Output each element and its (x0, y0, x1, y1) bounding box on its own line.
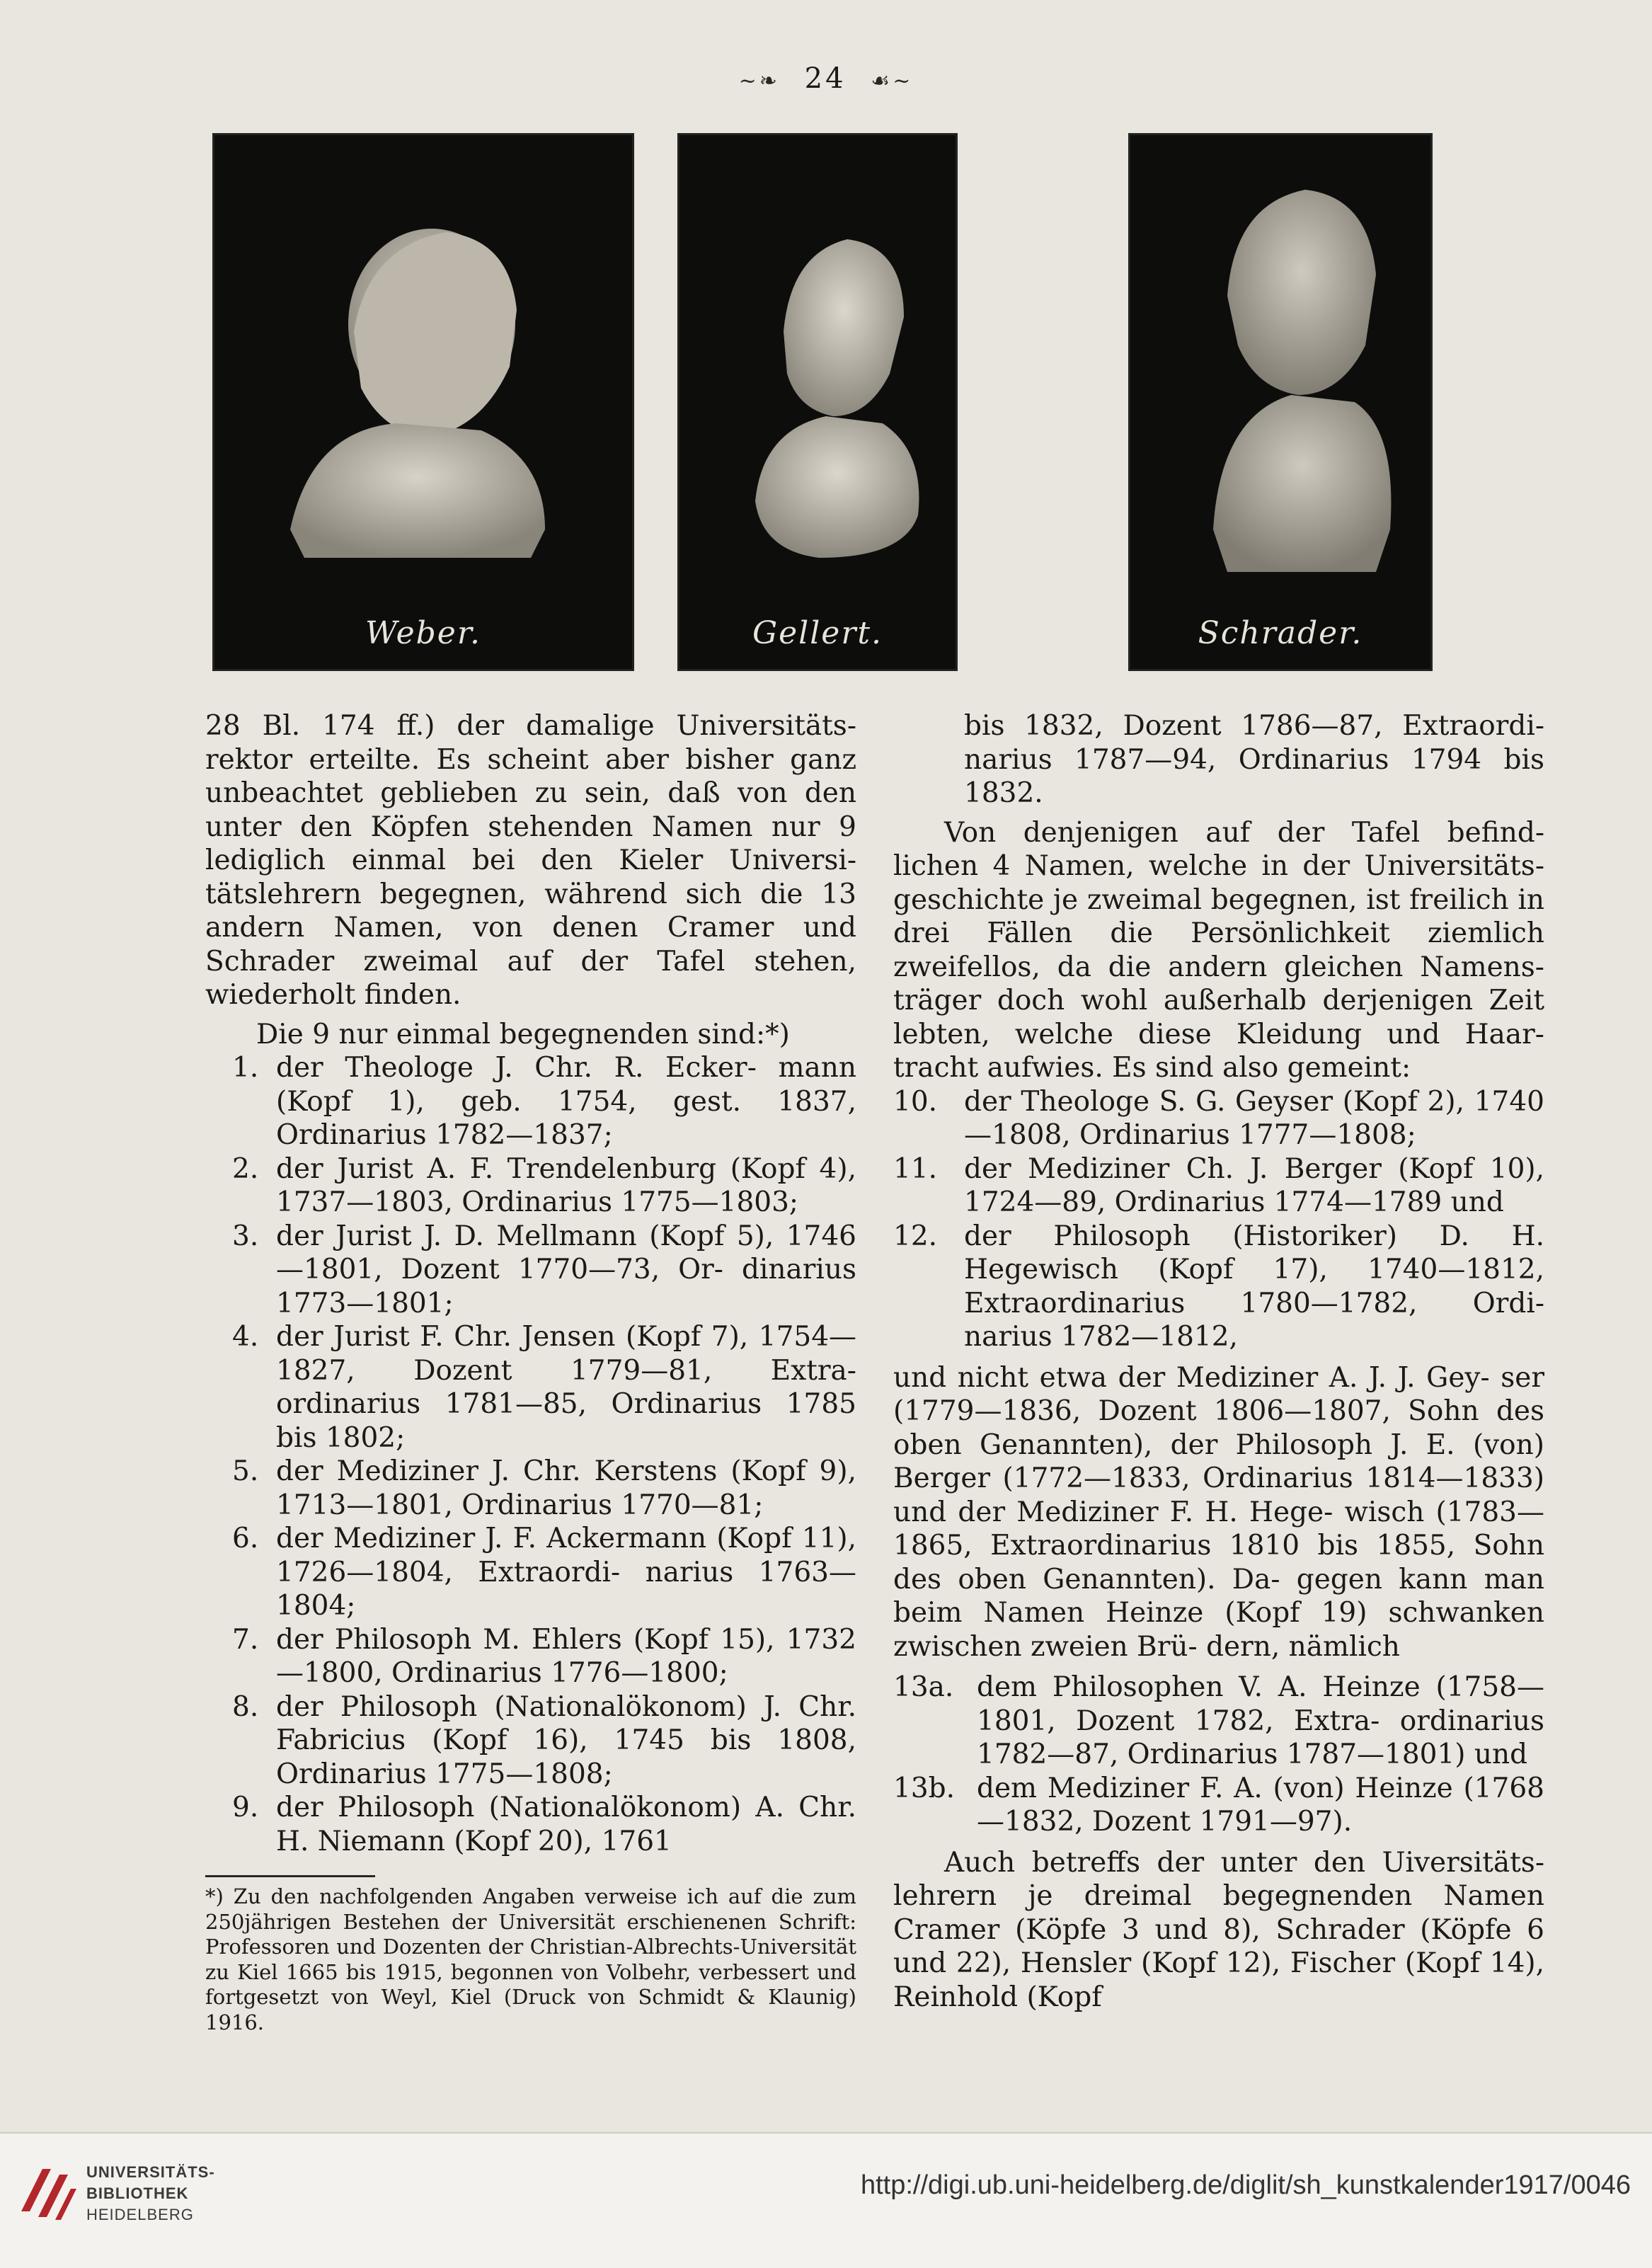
plate-caption: Gellert. (752, 615, 883, 651)
text-line: 1732—1800, Ordinarius 1776—1800; (276, 1623, 856, 1689)
item-number: 11. (893, 1152, 938, 1185)
text-line: dem Mediziner F. A. (von) Heinze (977, 1772, 1453, 1804)
library-name-line: HEIDELBERG (86, 2206, 194, 2223)
text-line: Ordinarius 1782—1837; (276, 1119, 613, 1151)
item-number: 13b. (893, 1772, 955, 1804)
text-line: der Mediziner J. Chr. Kerstens (276, 1455, 718, 1487)
plate-caption: Schrader. (1198, 615, 1363, 651)
text-line: bis 1832, Dozent 1786—87, Extraordi- (964, 710, 1544, 742)
text-line: dinarius 1773—1801; (276, 1254, 856, 1319)
text-line: (1768—1832, Dozent 1791—97). (977, 1772, 1544, 1838)
item-number: 8. (232, 1690, 259, 1723)
ornament-left: ~❧ (738, 69, 780, 93)
text-line: 1770—81; (621, 1489, 764, 1521)
text-line: (1758—1801, Dozent 1782, Extra- (977, 1671, 1544, 1737)
page-header (0, 62, 1652, 95)
item-number: 9. (232, 1792, 259, 1823)
text-line: Chr. Fabricius (Kopf 16), 1745 (276, 1690, 856, 1756)
item-number: 5. (232, 1455, 259, 1487)
text-line: Fischer (Kopf 14), Reinhold (Kopf (893, 1947, 1544, 2013)
text-line: Chr. H. Niemann (Kopf 20), 1761 (276, 1792, 856, 1857)
text-line: dem Philosophen V. A. Heinze (977, 1671, 1421, 1703)
text-line: andern Namen, von denen Cramer und (205, 912, 856, 944)
relief-portrait-image (212, 133, 634, 671)
text-line: Extraordinarius 1780—1782, Ordi- (964, 1287, 1544, 1319)
plate-caption: Weber. (365, 615, 482, 651)
library-name-line: UNIVERSITÄTS- (86, 2163, 215, 2181)
list-item (893, 1085, 1544, 1152)
text-line: (Köpfe 6 und 22), Hensler (Kopf 12), (893, 1913, 1545, 1979)
relief-portrait-image (1128, 133, 1433, 671)
text-line: (Kopf 9), 1713—1801, Ordinarius (276, 1455, 856, 1521)
text-line: lebten, welche diese Kleidung und Haar- (893, 1018, 1544, 1050)
text-line: (Kopf 19) schwanken zwischen zweien Brü- (893, 1597, 1544, 1663)
text-line: und (1450, 1186, 1504, 1218)
portrait-plate-gellert (677, 133, 958, 671)
list-item (893, 1152, 1544, 1220)
text-line: der Philosoph (Nationalökonom) J. (276, 1690, 782, 1723)
list-item (205, 1791, 856, 1858)
list-item (893, 1220, 1544, 1354)
text-line: bis 1808, Ordinarius 1775—1808; (276, 1724, 857, 1790)
text-line: und nicht etwa der Mediziner A. J. J. Gey- (893, 1361, 1490, 1394)
text-line: unbeachtet geblieben zu sein, daß von den (205, 777, 856, 809)
text-line: dern, nämlich (1206, 1630, 1400, 1663)
text-line: ordinarius 1781—85, Ordinarius 1785 (276, 1388, 856, 1420)
text-line: geschichte je zweimal begegnen, ist freilich (893, 883, 1509, 916)
item-number: 10. (893, 1085, 938, 1118)
source-url-link[interactable]: http://digi.ub.uni-heidelberg.de/diglit/sh_kunstkalender1917/0046 (860, 2170, 1631, 2200)
text-line: 1814—1833) und der Mediziner F. H. Hege- (893, 1462, 1544, 1528)
page-number: 24 (804, 62, 847, 95)
text-line: narius 1763—1804; (276, 1556, 856, 1622)
list-item (205, 1455, 856, 1522)
list-item (205, 1220, 856, 1321)
text-line: der Jurist A. F. Trendelenburg (276, 1152, 717, 1185)
library-name (86, 2162, 215, 2226)
list-lead: Die 9 nur einmal begegnenden sind:*) (256, 1018, 790, 1050)
text-line: bis 1855, Sohn des oben Genannten). Da- (893, 1530, 1545, 1596)
text-line: lediglich einmal bei den Kieler Universi- (205, 844, 856, 876)
text-line: tracht aufwies. Es sind also gemeint: (893, 1052, 1411, 1084)
text-line: bis 1832. (964, 743, 1544, 809)
item-number: 3. (232, 1220, 259, 1252)
relief-portrait-image (677, 133, 958, 671)
item-number: 4. (232, 1321, 259, 1353)
continued-item (893, 709, 1544, 811)
text-line: ser (1779—1836, Dozent 1806—1807, Sohn (893, 1361, 1544, 1427)
intro-paragraph (205, 709, 856, 1012)
footnote (205, 1884, 856, 2035)
text-line: mann (Kopf 1), geb. 1754, gest. 1837, (276, 1052, 856, 1118)
text-line: Cramer (Köpfe 3 und 8), Schrader (893, 1913, 1405, 1946)
portrait-plate-schrader (1128, 133, 1433, 671)
text-line: lehrern je dreimal begegnenden Namen (893, 1880, 1544, 1912)
text-line: (Kopf 11), 1726—1804, Extraordi- (276, 1523, 856, 1588)
item-number: 13a. (893, 1671, 954, 1703)
list-item (893, 1772, 1544, 1839)
right-column (893, 709, 1544, 2014)
text-line: 1754—1827, Dozent 1779—81, Extra- (276, 1321, 857, 1387)
paragraph (893, 1361, 1544, 1664)
text-line: narius 1782—1812, (964, 1321, 1238, 1353)
text-line: Christian-Albrechts-Universität zu Kiel 1665 bis 1915, (205, 1935, 856, 1984)
left-column (205, 709, 856, 2035)
text-line: der Theologe J. Chr. R. Ecker- (276, 1052, 757, 1084)
text-line: Auch betreffs der unter den Uiversitäts- (944, 1846, 1544, 1879)
list-item (893, 1671, 1544, 1772)
portrait-plate-weber (212, 133, 634, 671)
item-number: 12. (893, 1220, 938, 1252)
text-line: unter den Köpfen stehenden Namen nur 9 (205, 811, 856, 843)
text-line: Von denjenigen auf der Tafel befind- (944, 816, 1544, 849)
text-line: 10), 1724—89, Ordinarius 1774—1789 (964, 1152, 1544, 1218)
text-line: der Mediziner J. F. Ackermann (276, 1523, 707, 1554)
text-line: lichen 4 Namen, welche in der Universitäts- (893, 850, 1544, 882)
text-line: zweifellos, da die andern gleichen Namens- (893, 951, 1544, 983)
text-line: der Mediziner Ch. J. Berger (Kopf (964, 1152, 1474, 1185)
text-line: ordinarius 1782—87, Ordinarius (977, 1705, 1544, 1770)
list-item (205, 1051, 856, 1152)
text-line: der Philosoph M. Ehlers (Kopf 15), (276, 1623, 775, 1656)
item-number: 1. (232, 1052, 259, 1084)
text-line: Schrader zweimal auf der Tafel stehen, (205, 945, 856, 978)
text-line: der Philosoph (Nationalökonom) A. (276, 1792, 784, 1823)
text-line: (Kopf 4), 1737—1803, Ordinarius (276, 1152, 856, 1218)
text-line: narius 1787—94, Ordinarius 1794 (964, 743, 1482, 776)
item-number: 2. (232, 1152, 259, 1185)
text-line: bis 1802; (276, 1421, 406, 1454)
text-line: 28 Bl. 174 ff.) der damalige Universitäts- (205, 710, 856, 742)
paragraph (893, 1846, 1544, 2015)
text-line: begonnen von Volbehr, verbessert und fortgesetzt (205, 1959, 856, 2009)
portrait-plates (0, 133, 1652, 678)
item-number: 7. (232, 1623, 259, 1656)
text-line: 1775—1803; (621, 1186, 799, 1218)
list-item (205, 1522, 856, 1623)
list-item (205, 1152, 856, 1220)
text-line: Hegewisch (Kopf 17), 1740—1812, (964, 1254, 1544, 1285)
list-item (205, 1690, 856, 1792)
item-number: 6. (232, 1523, 259, 1554)
viewer-footer (0, 2132, 1652, 2268)
text-line: der Jurist J. D. Mellmann (Kopf (276, 1220, 725, 1252)
text-line: tätslehrern begegnen, während sich die 13 (205, 878, 856, 910)
text-line: in drei Fällen die Persönlichkeit ziemlich (893, 883, 1544, 949)
text-line: der Theologe S. G. Geyser (Kopf 2), (964, 1085, 1465, 1118)
text-line: der Philosoph (Historiker) D. H. (964, 1220, 1544, 1252)
text-line: (von) Berger (1772—1833, Ordinarius (893, 1428, 1544, 1494)
text-line: der Jurist F. Chr. Jensen (Kopf 7), (276, 1321, 749, 1353)
text-line: gegen kann man beim Namen Heinze (893, 1563, 1544, 1629)
text-line: des oben Genannten), der Philosoph J. E. (893, 1395, 1544, 1461)
list-item (205, 1320, 856, 1455)
text-line: wiederholt finden. (205, 979, 461, 1011)
paragraph (893, 816, 1544, 1085)
footnote-rule (205, 1875, 375, 1877)
text-line: 5), 1746—1801, Dozent 1770—73, Or- (276, 1220, 856, 1285)
text-line: von Weyl, Kiel (Druck von Schmidt & Klaunig) 1916. (205, 1985, 856, 2034)
text-line: wisch (1783—1865, Extraordinarius 1810 (893, 1496, 1544, 1562)
text-line: 1787—1801) und (1286, 1739, 1528, 1770)
library-logo-icon (14, 2162, 78, 2226)
text-line: 1740—1808, Ordinarius 1777—1808; (964, 1085, 1544, 1151)
text-line: auf die zum 250jährigen Bestehen der Universität (205, 1884, 856, 1934)
library-name-line: BIBLIOTHEK (86, 2184, 189, 2202)
list-item (205, 1623, 856, 1690)
ornament-right: ☙~ (871, 69, 914, 93)
text-line: erschienenen Schrift: Professoren und Dozenten der (205, 1909, 857, 1959)
text-line: rektor erteilte. Es scheint aber bisher ganz (205, 743, 856, 776)
text-line: *) Zu den nachfolgenden Angaben verweise ich (205, 1884, 718, 1908)
text-line: träger doch wohl außerhalb derjenigen Zeit (893, 985, 1544, 1016)
